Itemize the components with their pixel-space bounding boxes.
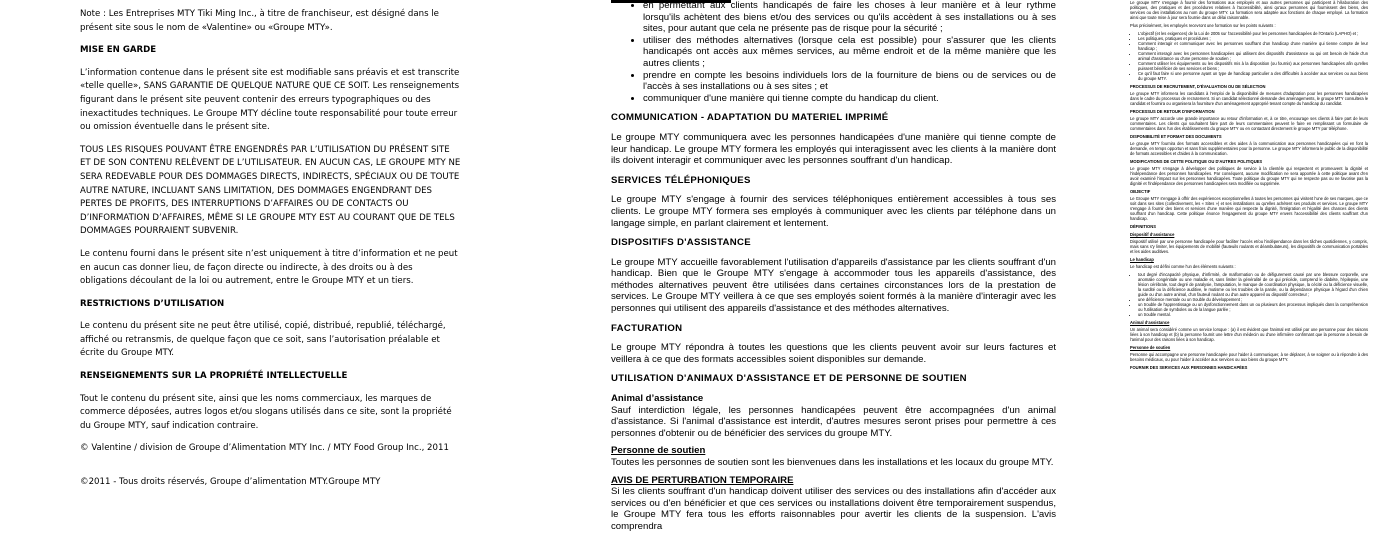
section-text: Le groupe MTY communiquera avec les personnes handicapées d'une manière qui tienne compte de leur handicap. Le groupe MTY formera les employés qui interagissent avec les clients à la manière dont ils doivent interagir et communiquer avec les personnes souffrant d'un handicap. <box>611 131 1056 167</box>
section-heading: UTILISATION D'ANIMAUX D'ASSISTANCE ET DE PERSONNE DE SOUTIEN <box>611 373 967 385</box>
list-item: • Comment interagir et communiquer avec les personnes souffrant d'un handicap d'une manière qui tienne compte de leur handicap ; <box>1138 41 1368 51</box>
section-heading: PROCESSUS DE RECRUTEMENT, D'ÉVALUATION OU DE SÉLECTION <box>1130 84 1266 89</box>
ip-text: Tout le contenu du présent site, ainsi que les noms commerciaux, les marques de commerce déposées, autres logos et/ou slogans utilisés dans ce site, sont la propriété du Groupe MTY, sauf indication contraire. <box>80 393 452 431</box>
list-item: • communiquer d'une manière qui tienne compte du handicap du client. <box>643 93 1056 105</box>
section-text: Le groupe MTY s'engage à développer des politiques de service à la clientèle qui respectent et promeuvent la dignité et l'indépendance des personnes handicapées. Par conséquent, aucune modification ne sera apportée à cette politique avant d'en avoir examiné l'impact sur les personnes handicapées. Toute politique du groupe MTY qui ne respecte pas ou ne favorise pas la dignité et l'indépendance des personnes handicapées sera modifiée ou supprimée. <box>1130 166 1368 186</box>
section-heading: FOURNIR DES SERVICES AUX PERSONNES HANDICAPÉES <box>1130 365 1248 370</box>
section-heading: SERVICES TÉLÉPHONIQUES <box>611 174 751 186</box>
section-heading: DISPONIBILITÉ ET FORMAT DES DOCUMENTS <box>1130 134 1222 139</box>
assistive-title: Dispositif d’assistance <box>1130 232 1175 237</box>
section-text: Le groupe MTY fournira des formats accessibles et des aides à la communication aux personnes handicapées qui en font la demande, en temps opportun et sans frais supplémentaires pour la personne. Le groupe MTY informera le public de la disponibilité de formats accessibles et d'aides à la communication. <box>1130 141 1368 156</box>
legal-notice-page <box>0 0 540 500</box>
section-heading: COMMUNICATION - ADAPTATION DU MATERIEL IMPRIMÉ <box>611 112 889 124</box>
section-heading: DISPOSITIFS D'ASSISTANCE <box>611 237 751 249</box>
disruption-text: Si les clients souffrant d'un handicap doivent utiliser des services ou des installations afin d'accéder aux services ou d'en bénéficier et que ces services ou installations doivent être temporairement suspendus, le Groupe MTY fera tous les efforts raisonnables pour avertir les clients de la suspension. L'avis comprendra <box>611 486 1056 532</box>
list-item: • Les politiques, pratiques et procédures ; <box>1138 36 1368 41</box>
list-item: • L'objectif (et les exigences) de la Loi de 2005 sur l'accessibilité pour les personnes handicapées de l'Ontario (LAPHO) et ; <box>1138 31 1368 36</box>
support-text: Personne qui accompagne une personne handicapée pour l'aider à communiquer, à se déplacer, à se soigner ou à répondre à des besoins médicaux, ou pour l'aider à accéder aux services ou aux biens du groupe MTY. <box>1130 352 1368 362</box>
intro-text: Le groupe MTY s'engage à fournir des formations aux employés et aux autres personnes qui participent à l'élaboration des politiques, des pratiques et des procédures relatives à l'accessibilité, ainsi qu'aux personnes qui fournissent des biens, des services ou des installations au nom du groupe MTY. La formation sera adaptée aux fonctions de chaque employé. La formation ainsi que toute mise à jour sera fournie dans un délai raisonnable. <box>1130 0 1368 20</box>
list-item: • un trouble de l'apprentissage ou un dysfonctionnement dans un ou plusieurs des processus impliqués dans la compréhension ou l'utilisation de symboles ou de la langue parlée ; <box>1138 302 1368 312</box>
support-text: Toutes les personnes de soutien sont les bienvenues dans les installations et les locaux du groupe MTY. <box>611 457 1054 468</box>
section-heading: DÉFINITIONS <box>1130 224 1156 229</box>
handicap-intro: Le handicap est défini comme l'un des éléments suivants : <box>1130 264 1236 269</box>
section-text: Le groupe MTY accueille favorablement l'utilisation d'appareils d'assistance par les clients souffrant d'un handicap. Bien que le Groupe MTY s'engage à accommoder tous les appareils d'assistance, des méthodes alternatives peuvent être utilisées dans certaines circonstances lors de la prestation de services. Le Groupe MTY veillera à ce que ses employés soient formés à la manière d'interagir avec les personnes qui utilisent des appareils d'assistance et des méthodes alternatives. <box>611 256 1056 315</box>
restrictions-heading: RESTRICTIONS D’UTILISATION <box>80 298 225 309</box>
ip-heading: RENSEIGNEMENTS SUR LA PROPRIÉTÉ INTELLECTUELLE <box>80 371 348 382</box>
support-title: Personne de soutien <box>611 445 706 457</box>
handicap-title: Le handicap <box>1130 257 1154 262</box>
section-heading: OBJECTIF <box>1130 189 1151 194</box>
warning-text: L’information contenue dans le présent site est modifiable sans préavis et est transcrite «telle quelle», SANS GARANTIE DE QUELQUE NATURE QUE CE SOIT. Les renseignements figurant dans le présent site peuvent contenir des erreurs typographiques ou des inexactitudes techniques. Le Groupe MTY décline toute responsabilité pour toute erreur ou omission éventuelle dans le présent site. <box>80 67 460 133</box>
copyright-line: © Valentine / division de Groupe d’Alimentation MTY Inc. / MTY Food Group Inc., 2011 <box>80 443 449 454</box>
restrictions-text: Le contenu du présent site ne peut être utilisé, copié, distribué, republié, téléchargé, affiché ou retransmis, de quelque façon que ce soit, sans l’autorisation préalable et écrite du Groupe MTY. <box>80 321 446 359</box>
training-list <box>1130 31 1368 81</box>
list-item: • tout degré d'incapacité physique, d'infirmité, de malformation ou de défigurement causé par une blessure corporelle, une anomalie congénitale ou une maladie et, sans limiter la généralité de ce qui précède, comprend le diabète, l'épilepsie, une lésion cérébrale, tout degré de paralysie, l'amputation, le manque de coordination physique, la cécité ou la déficience visuelle, la surdité ou la déficience auditive, le mutisme ou les troubles de la parole, ou la dépendance physique à l'égard d'un chien guide ou d'un autre animal, d'un fauteuil roulant ou d'un autre appareil ou dispositif correcteur ; <box>1138 272 1368 297</box>
list-item: • en permettant aux clients handicapés de faire les choses à leur manière et à leur rythme lorsqu'ils achètent des biens et/ou des services ou qu'ils accèdent à ses installations ou à ses sites, pour autant que cela ne présente pas de risque pour la sécurité ; <box>643 0 1056 35</box>
list-item: • prendre en compte les besoins individuels lors de la fourniture de biens ou de services ou de l'accès à ses installations ou à ses sites ; et <box>643 70 1056 93</box>
list-item: • Ce qu'il faut faire si une personne ayant un type de handicap particulier a des difficultés à accéder aux services ou aux biens du groupe MTY. <box>1138 71 1368 81</box>
section-text: Le groupe MTY accorde une grande importance au retour d'information et, à ce titre, encourage ses clients à faire part de leurs commentaires. Les clients qui souhaitent faire part de leurs commentaires peuvent le faire en remplissant un formulaire de commentaires dans l'un des établissements du groupe MTY ou en contactant directement le groupe MTY par téléphone. <box>1130 116 1368 131</box>
list-item: • utiliser des méthodes alternatives (lorsque cela est possible) pour s'assurer que les clients handicapés ont accès aux mêmes services, au même endroit et de la même manière que les autres clients ; <box>643 35 1056 70</box>
animal-text: Sauf interdiction légale, les personnes handicapées peuvent être accompagnées d'un animal d'assistance. Si l'animal d'assistance est interdit, d'autres mesures seront prises pour permettre à ces personnes d'obtenir ou de bénéficier des services du groupe MTY. <box>611 404 1056 439</box>
disruption-title: AVIS DE PERTURBATION TEMPORAIRE <box>611 474 794 486</box>
list-item: • une déficience mentale ou un trouble du développement ; <box>1138 297 1368 302</box>
training-intro: Plus précisément, les employés recevront une formation sur les points suivants : <box>1130 23 1276 28</box>
support-title: Personne de soutien <box>1130 345 1171 350</box>
copyright-footer: ©2011 - Tous droits réservés, Groupe d’alimentation MTY.Groupe MTY <box>80 477 381 488</box>
warning-heading: MISE EN GARDE <box>80 45 157 56</box>
bullet-list <box>611 0 1056 104</box>
section-heading: FACTURATION <box>611 322 683 334</box>
section-heading: PROCESSUS DE RETOUR D'INFORMATION <box>1130 109 1215 114</box>
content-text: Le contenu fourni dans le présent site n’est uniquement à titre d’information et ne peut en aucun cas donner lieu, de façon directe ou indirecte, à des droits ou à des obligations découlant de la loi ou autrement, entre le Groupe MTY et un tiers. <box>80 248 458 287</box>
list-item: • Comment utiliser les équipements ou les dispositifs mis à la disposition (ou fournis) aux personnes handicapées afin qu'elles puissent bénéficier de ses services et biens ; <box>1138 61 1368 71</box>
section-text: Le Groupe MTY s'engage à offrir des expériences exceptionnelles à toutes les personnes qui visitent l'une de ses marques, que ce soit dans ses sites (collectivement, les « Sites ») et ses installations ou qu'elles achètent ses produits et services. Le groupe MTY s'engage à fournir des biens et services d'une manière qui respecte la dignité, l'intégration et l'égalité des chances des clients souffrant d'un handicap. Cette politique énonce l'engagement du groupe MTY envers l'accessibilité des clients souffrant d'un handicap. <box>1130 196 1368 221</box>
risk-text: TOUS LES RISQUES POUVANT ÊTRE ENGENDRÉS PAR L’UTILISATION DU PRÉSENT SITE ET DE SON CONTENU RELÈVENT DE L’UTILISATEUR. EN AUCUN CAS, LE GROUPE MTY NE SERA REDEVABLE POUR DES DOMMAGES DIRECTS, INDIRECTS, SPÉCIAUX OU DE TOUTE AUTRE NATURE, INCLUANT SANS LIMITATION, DES DOMMAGES ENGENDRANT DES PERTES DE PROFITS, DES INTERRUPTIONS D’AFFAIRES OU DE CONTACTS OU D’INFORMATION D’AFFAIRES, MÊME SI LE GROUPE MTY EST AU COURANT QUE DE TELS DOMMAGES POURRAIENT SUBVENIR. <box>80 144 461 237</box>
section-text: Le groupe MTY informera les candidats à l'emploi de la disponibilité de mesures d'adaptation pour les personnes handicapées dans le cadre du processus de recrutement. Si un candidat sélectionné demande des aménagements, le groupe MTY consultera le candidat et fournira ou organisera la fourniture d'un aménagement approprié tenant compte du handicap du candidat. <box>1130 91 1368 106</box>
list-item: • Comment interagir avec les personnes handicapées qui utilisent des dispositifs d'assistance ou qui ont besoin de l'aide d'un animal d'assistance ou d'une personne de soutien ; <box>1138 51 1368 61</box>
policy-fine-print-page <box>1110 0 1400 500</box>
animal-title: Animal d’assistance <box>1130 320 1170 325</box>
list-item: • un trouble mental. <box>1138 312 1368 317</box>
animal-text: Un animal sera considéré comme un service lorsque : (a) il est évident que l'animal est utilisé par une personne pour des raisons liées à son handicap et (b) la personne fournit une lettre d'un médecin ou d'une infirmière confirmant que la personne a besoin de l'animal pour des raisons liées à son handicap. <box>1130 327 1368 342</box>
accessibility-policy-page <box>560 0 1080 532</box>
handicap-list <box>1130 272 1368 317</box>
section-text: Le groupe MTY s'engage à fournir des services téléphoniques entièrement accessibles à tous ses clients. Le groupe MTY formera ses employés à communiquer avec les clients par téléphone dans un langage simple, en parlant clairement et lentement. <box>611 194 1056 229</box>
assistive-text: Dispositif utilisé par une personne handicapée pour faciliter l'accès et/ou l'indépendance dans les tâches quotidiennes, y compris, mais sans s'y limiter, les équipements de mobilité (fauteuils roulants et déambulateurs), les dispositifs de communication portables et les aides auditives. <box>1130 239 1368 254</box>
section-heading: MODIFICATIONS DE CETTE POLITIQUE OU D'AUTRES POLITIQUES <box>1130 159 1263 164</box>
animal-title: Animal d’assistance <box>611 393 704 405</box>
note-text: Note : Les Entreprises MTY Tiki Ming Inc., à titre de franchiseur, est désigné dans le présent site sous le nom de «Valentine» ou «Groupe MTY». <box>80 9 439 33</box>
section-text: Le groupe MTY répondra à toutes les questions que les clients peuvent avoir sur leurs factures et veillera à ce que des formats accessibles soient disponibles sur demande. <box>611 342 1056 365</box>
